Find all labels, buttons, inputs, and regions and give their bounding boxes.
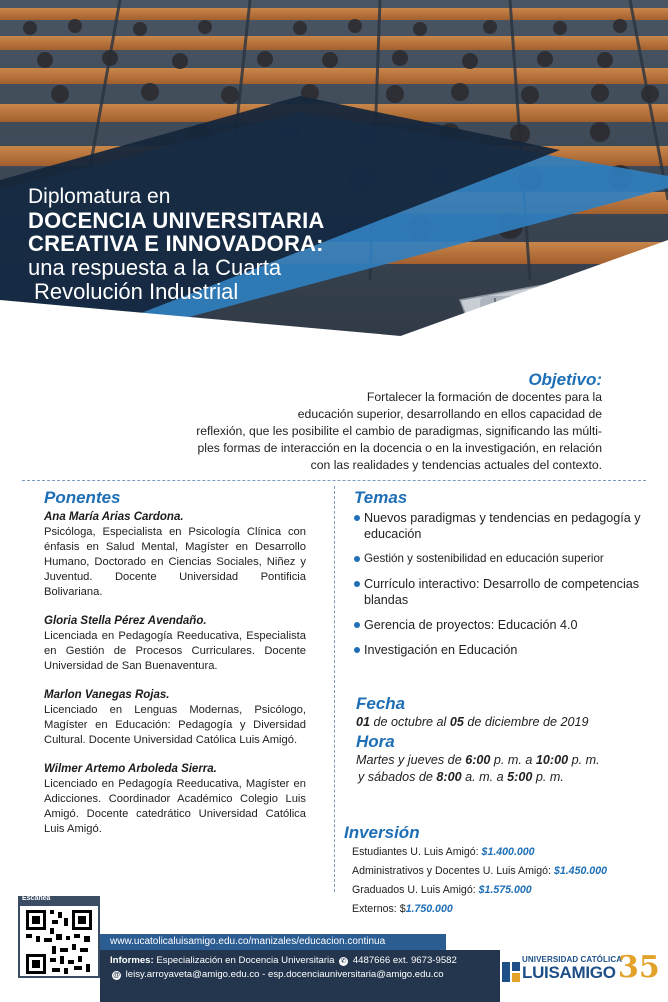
price-label: Externos: $ (352, 903, 406, 915)
topic-item (354, 551, 654, 567)
column-divider (334, 486, 335, 892)
price-label: Graduados U. Luis Amigó: (352, 884, 479, 896)
hour-text: p. m. (532, 770, 564, 784)
price-label: Administrativos y Docentes U. Luis Amigó: (352, 865, 554, 877)
hour-heading: Hora (356, 732, 395, 751)
bullet-icon (354, 647, 360, 653)
title-line-1: DOCENCIA UNIVERSITARIA (28, 207, 325, 233)
objective-heading: Objetivo: (528, 370, 602, 389)
schedule-section (356, 694, 656, 786)
topic-label: Nuevos paradigmas y tendencias en pedagogía y educación (364, 511, 641, 541)
topic-item (354, 510, 654, 542)
price-row (344, 862, 654, 881)
objective-line: Fortalecer la formación de docentes para la (366, 390, 602, 404)
title-line-2: CREATIVA E INNOVADORA: (28, 231, 324, 257)
date-heading: Fecha (356, 694, 406, 713)
topics-list (354, 510, 654, 658)
contact-email-row (110, 968, 490, 982)
subtitle-line-1: una respuesta a la Cuarta (28, 255, 282, 281)
price-row (344, 843, 654, 862)
speaker-item (44, 762, 306, 837)
objective-text (82, 389, 602, 474)
website-link[interactable]: www.ucatolicaluisamigo.edu.co/manizales/educacion.continua (100, 934, 446, 950)
speaker-item (44, 510, 306, 600)
bullet-icon (354, 515, 360, 521)
speaker-name: Wilmer Artemo Arboleda Sierra. (44, 763, 217, 775)
hour-time: 8:00 (436, 770, 462, 784)
topics-heading: Temas (354, 488, 408, 507)
phone-number[interactable]: 4487666 ext. 9673-9582 (350, 955, 457, 966)
hero-banner (0, 0, 668, 372)
date-text: de octubre al (370, 715, 450, 729)
logo-name: LUISAMIGO (522, 963, 616, 982)
hour-time: 6:00 (465, 753, 491, 767)
section-divider (22, 480, 646, 481)
hour-text: y sábados de (358, 770, 437, 784)
contact-info (100, 950, 500, 1002)
topic-label: Investigación en Educación (364, 643, 518, 657)
speaker-item (44, 614, 306, 674)
topic-label: Gestión y sostenibilidad en educación superior (364, 552, 604, 565)
investment-heading: Inversión (344, 823, 420, 842)
objective-line: con las realidades y tendencias actuales del contexto. (310, 458, 602, 472)
date-range (356, 714, 656, 731)
info-label: Informes: (110, 955, 154, 966)
objective-line: ples formas de interacción en la docencia o en la investigación, en relación (197, 441, 602, 455)
price-value: $1.450.000 (553, 865, 607, 877)
price-value: $1.575.000 (478, 884, 532, 896)
price-value: $1.400.000 (481, 846, 535, 858)
bullet-icon (354, 581, 360, 587)
investment-section (344, 823, 654, 919)
speaker-bio: Licenciada en Pedagogía Reeducativa, Especialista en Gestión de Procesos Curriculares. Docente Universidad de San Buenaventura. (44, 630, 306, 672)
subtitle-line-2: Revolución Industrial (34, 278, 239, 304)
hour-text: Martes y jueves de (356, 753, 466, 767)
speaker-name: Marlon Vanegas Rojas. (44, 689, 170, 701)
phone-icon: ✆ (340, 958, 347, 965)
speaker-bio: Psicóloga, Especialista en Psicología Clínica con énfasis en Salud Mental, Magíster en Desarrollo Humano, Doctorado en Ciencias Sociales, Niñez y Juventud. Docente Universidad Pontificia Bolivariana. (44, 526, 306, 598)
program-name: Especialización en Docencia Universitaria (153, 955, 338, 966)
hour-text: p. m. a (490, 753, 536, 767)
topic-item (354, 576, 654, 608)
program-type: Diplomatura en (28, 185, 171, 208)
speaker-item (44, 688, 306, 748)
hour-time: 5:00 (507, 770, 533, 784)
email-addresses[interactable]: leisy.arroyaveta@amigo.edu.co - esp.docenciauniversitaria@amigo.edu.co (123, 969, 444, 980)
price-label: Estudiantes U. Luis Amigó: (352, 846, 482, 858)
topic-label: Gerencia de proyectos: Educación 4.0 (364, 618, 578, 632)
logo-university: UNIVERSIDAD CATÓLICA (522, 955, 623, 964)
speakers-heading: Ponentes (44, 488, 121, 507)
contact-phone-row (110, 954, 490, 968)
logo-mark-icon (502, 962, 520, 982)
bullet-icon (354, 622, 360, 628)
logo-anniversary: 35 (618, 950, 660, 985)
hour-time: 10:00 (535, 753, 569, 767)
speaker-bio: Licenciado en Lenguas Modernas, Psicólogo, Magíster en Educación: Pedagogía y Diversidad Cultural. Docente Universidad Católica Luis Amigó. (44, 704, 306, 746)
topic-label: Currículo interactivo: Desarrollo de competencias blandas (364, 577, 640, 607)
speakers-section (44, 488, 306, 851)
speaker-name: Ana María Arias Cardona. (44, 511, 184, 523)
university-logo (500, 948, 660, 996)
bullet-icon (354, 556, 360, 562)
date-text: de diciembre de 2019 (463, 715, 589, 729)
end-day: 05 (449, 715, 464, 729)
topic-item (354, 617, 654, 633)
hour-line-weekdays (356, 752, 656, 769)
start-day: 01 (356, 715, 371, 729)
price-row (344, 900, 654, 919)
price-row (344, 881, 654, 900)
email-icon: @ (113, 972, 120, 979)
topics-section (354, 488, 654, 667)
objective-line: educación superior, desarrollando en ellos capacidad de (297, 407, 602, 421)
qr-label: Escanea (22, 895, 51, 902)
hour-text: p. m. (568, 753, 600, 767)
hour-line-saturday (356, 769, 656, 786)
qr-code-icon[interactable] (24, 908, 94, 976)
topic-item (354, 642, 654, 658)
objective-line: reflexión, que les posibilite el cambio de paradigmas, significando las múlti- (196, 424, 602, 438)
price-value: 1.750.000 (405, 903, 453, 915)
speaker-name: Gloria Stella Pérez Avendaño. (44, 615, 207, 627)
hero-title (28, 186, 388, 304)
speaker-bio: Licenciado en Pedagogía Reeducativa, Magíster en Adicciones. Coordinador Académico Colegio Luis Amigó. Docente catedrático Universidad Católica Luis Amigó. (44, 778, 306, 835)
hour-text: a. m. a (461, 770, 508, 784)
